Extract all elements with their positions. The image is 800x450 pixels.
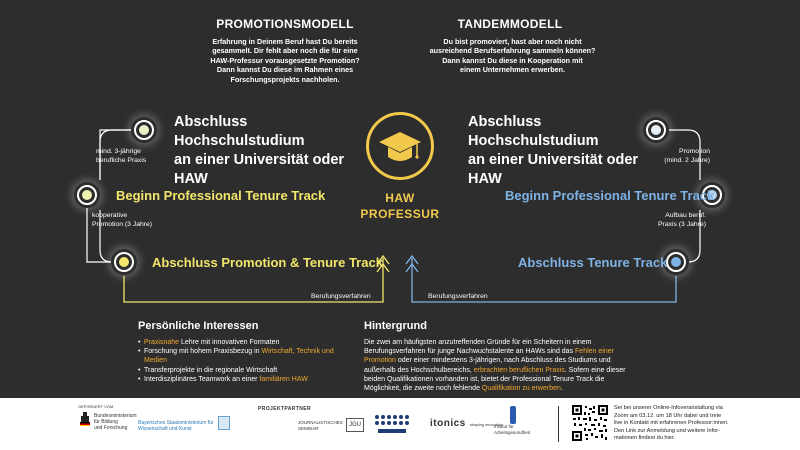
left-model-description: Erfahrung in Deinem Beruf hast Du bereits gesammelt. Dir fehlt aber noch die für eine HAW-Professur vorausgesetzte Promotion? Dann kannst Du diese im Rahmen eines Forschungsprojekts nachholen.: [210, 37, 360, 84]
partner-jgu: JGU: [346, 418, 364, 432]
interest-item: • Praxisnahe Lehre mit innovativen Formaten: [138, 338, 338, 347]
interests-heading: Persönliche Interessen: [138, 320, 259, 332]
right-procedure-label: Berufungsverfahren: [428, 293, 488, 300]
background-paragraph: Die zwei am häufigsten anzutreffenden Gründe für ein Scheitern in einem Berufungsverfahren für junge Nachwuchstalente an HAWs sind das Fehlen einer Promotion oder einer mindestens 3-jährigen, nach Abschluss des Studiums und außerhalb des Hochschulbereichs, erbrachten beruflichen Praxis. Sofern eine dieser beiden Qualifikationen vorhanden ist, bietet der Professional Tenure Track die Möglichkeit, die zweite noch fehlende Qualifikation zu erwerben.: [364, 339, 626, 393]
partner-label: PROJEKTPARTNER: [258, 406, 312, 412]
right-stage-tenure-end: Abschluss Tenure Track: [518, 255, 668, 270]
left-node-study: [131, 117, 157, 143]
left-note-practice: mind. 3-jährige berufliche Praxis: [96, 148, 147, 164]
bavaria-logo: Bayerisches Staatsministerium für Wissenschaft und Kunst: [138, 420, 214, 432]
center-circle: [366, 112, 434, 180]
bavaria-crest-icon: [218, 416, 230, 430]
interest-item: • Transferprojekte in die regionale Wirtschaft: [138, 366, 338, 375]
left-procedure-label: Berufungsverfahren: [311, 293, 371, 300]
bmbf-logo: Bundesministerium für Bildung und Forschung: [94, 413, 137, 431]
partner-journalistisches-seminar: JOURNALISTISCHES SEMINAR: [298, 420, 343, 431]
right-model-title: TANDEMMODELL: [457, 17, 563, 31]
graduation-cap-icon: [369, 115, 431, 177]
interests-list: [138, 338, 338, 384]
right-model-description: Du bist promoviert, hast aber noch nicht ausreichend Berufserfahrung sammeln können? Dann kannst Du diese in Kooperation mit einem Unternehmen erwerben.: [429, 37, 596, 75]
center-title: HAW PROFESSUR: [360, 191, 440, 221]
partner-arbeitsgesundheit: Institut für Arbeitsgesundheit: [494, 424, 531, 435]
qr-code-icon[interactable]: [572, 405, 608, 441]
left-model-title: PROMOTIONSMODELL: [216, 17, 354, 31]
right-stage-study: Abschluss Hochschulstudium an einer Universität oder HAW: [468, 114, 639, 187]
right-note-promotion: Promotion (mind. 2 Jahre): [664, 148, 710, 164]
interest-item: • Interdisziplinäres Teamwork an einer familiären HAW: [138, 375, 338, 384]
footer: [0, 398, 800, 450]
staff-icon: [510, 406, 516, 424]
left-node-tenure-end: [111, 249, 137, 275]
left-node-tenure-start: [74, 182, 100, 208]
eagle-icon: [80, 412, 90, 426]
interest-item: • Forschung mit hohem Praxisbezug in Wirtschaft, Technik und Medien: [138, 347, 338, 365]
itonics-tagline: shaping innovation: [470, 422, 504, 427]
left-stage-study: Abschluss Hochschulstudium an einer Universität oder HAW: [174, 114, 345, 187]
right-note-practice: Aufbau beruf. Praxis (3 Jahre): [658, 212, 706, 228]
info-event-text: Sei bei unserer Online-Infoveranstaltung via Zoom am 03.12. um 18 Uhr dabei und trete live in Kontakt mit erfahrenen Professor:innen. Den Link zur Anmeldung und weitere Infor- mationen findest du hier.: [614, 405, 729, 442]
partner-dots-logo: [372, 412, 412, 436]
left-stage-tenure-start: Beginn Professional Tenure Track: [116, 188, 326, 203]
background-heading: Hintergrund: [364, 320, 427, 332]
funded-by-label: GEFÖRDERT VOM: [78, 404, 114, 409]
right-stage-tenure-start: Beginn Professional Tenure Track: [505, 188, 715, 203]
partner-itonics: itonics: [430, 418, 466, 429]
left-stage-tenure-end: Abschluss Promotion & Tenure Track: [152, 255, 383, 270]
footer-divider: [558, 406, 559, 442]
left-note-promotion: kooperative Promotion (3 Jahre): [92, 212, 153, 228]
